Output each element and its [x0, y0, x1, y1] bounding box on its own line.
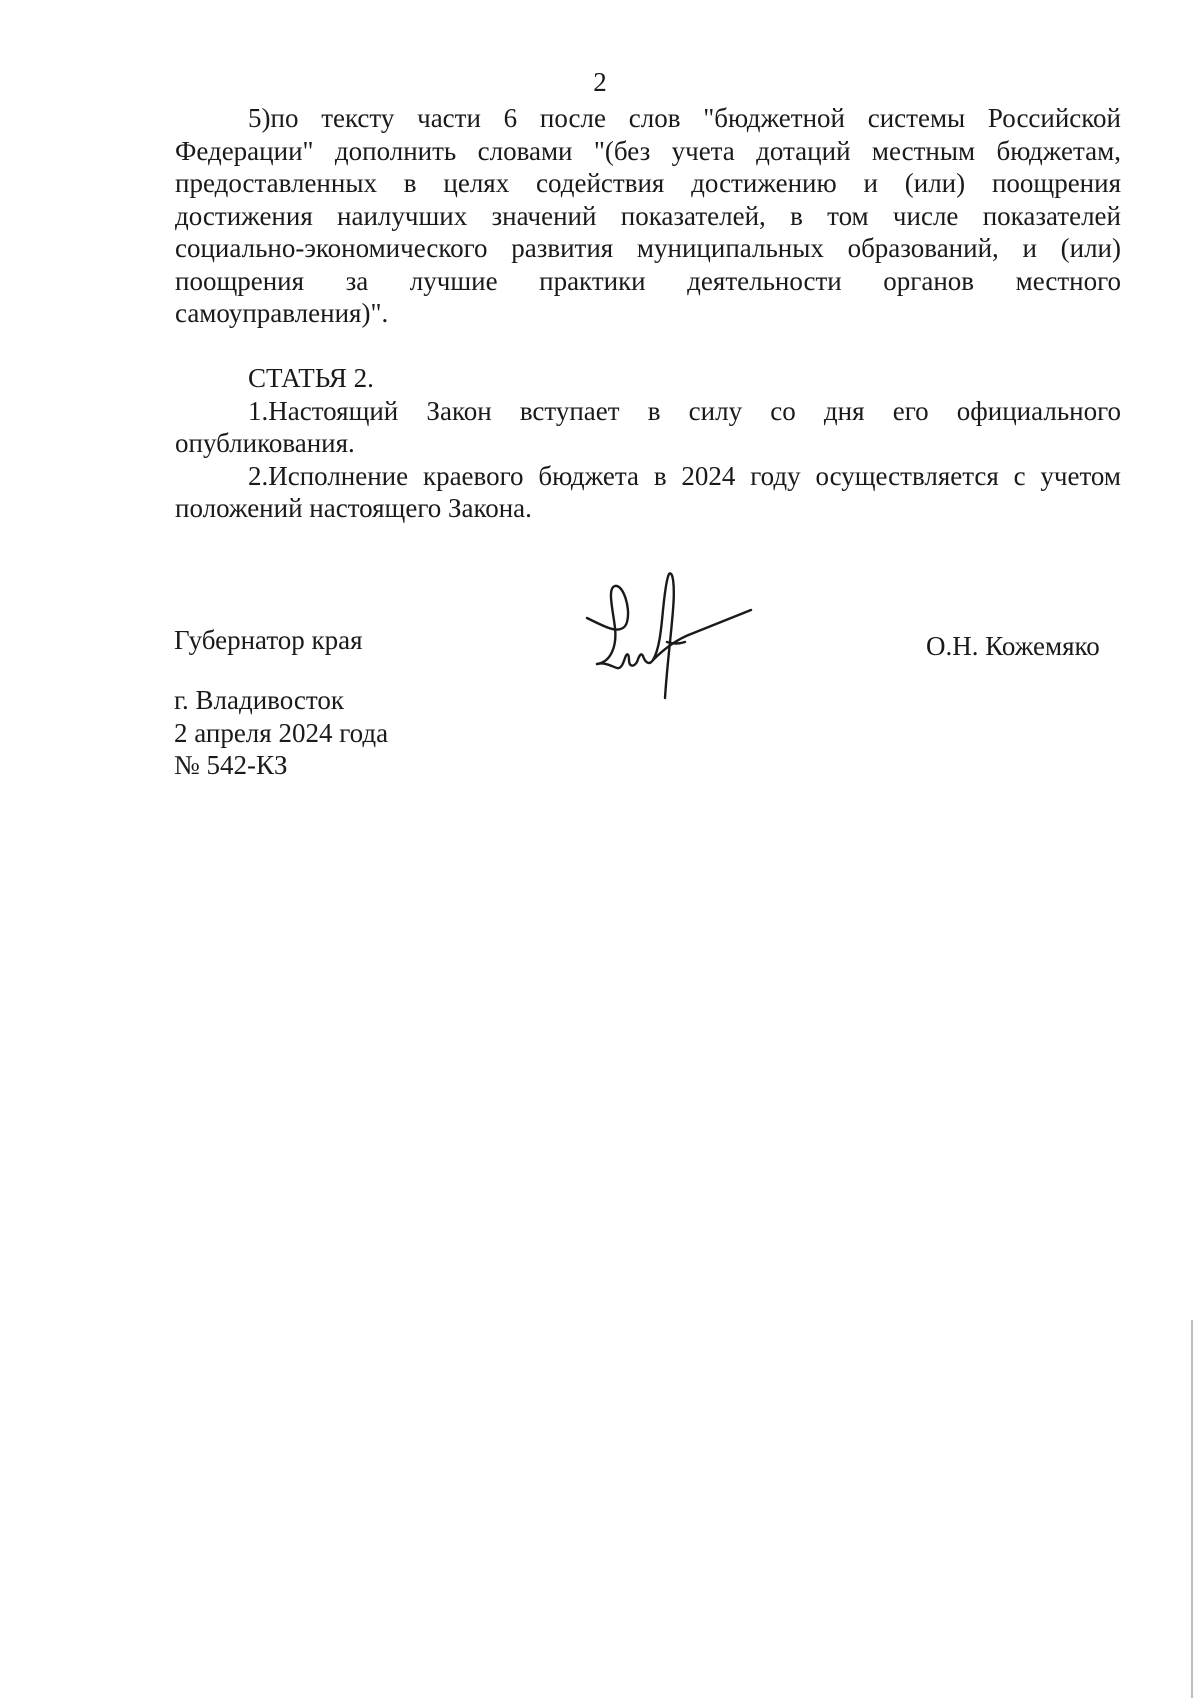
amendment-paragraph: 5)по тексту части 6 после слов "бюджетной системы Российской Федерации" дополнить словами "(без учета дотаций местным бюджетам, предоставленных в целях содействия достижению и (или) поощрения достижения наилучших значений показателей, в том числе показателей социально-экономического развития муниципальных образований, и (или) поощрения за лучшие практики деятельности органов местного самоуправления)".	[175, 103, 1121, 328]
scan-edge-line	[1191, 1320, 1193, 1698]
article-heading: СТАТЬЯ 2.	[248, 363, 374, 393]
handwritten-signature	[575, 570, 760, 705]
amendment-block	[175, 102, 1121, 330]
signatory-name: О.Н. Кожемяко	[926, 631, 1100, 661]
article-item-2: 2.Исполнение краевого бюджета в 2024 году осуществляется с учетом положений настоящего Закона.	[175, 460, 1121, 523]
document-date: 2 апреля 2024 года	[174, 717, 389, 748]
article-2-block	[175, 362, 1121, 525]
document-number: № 542-КЗ	[174, 750, 288, 780]
document-details	[174, 684, 388, 782]
signatory-position: Губернатор края	[174, 625, 363, 655]
page-number: 2	[593, 67, 607, 97]
article-item-1: 1.Настоящий Закон вступает в силу со дня его официального опубликования.	[175, 395, 1121, 458]
document-place: г. Владивосток	[174, 685, 344, 715]
